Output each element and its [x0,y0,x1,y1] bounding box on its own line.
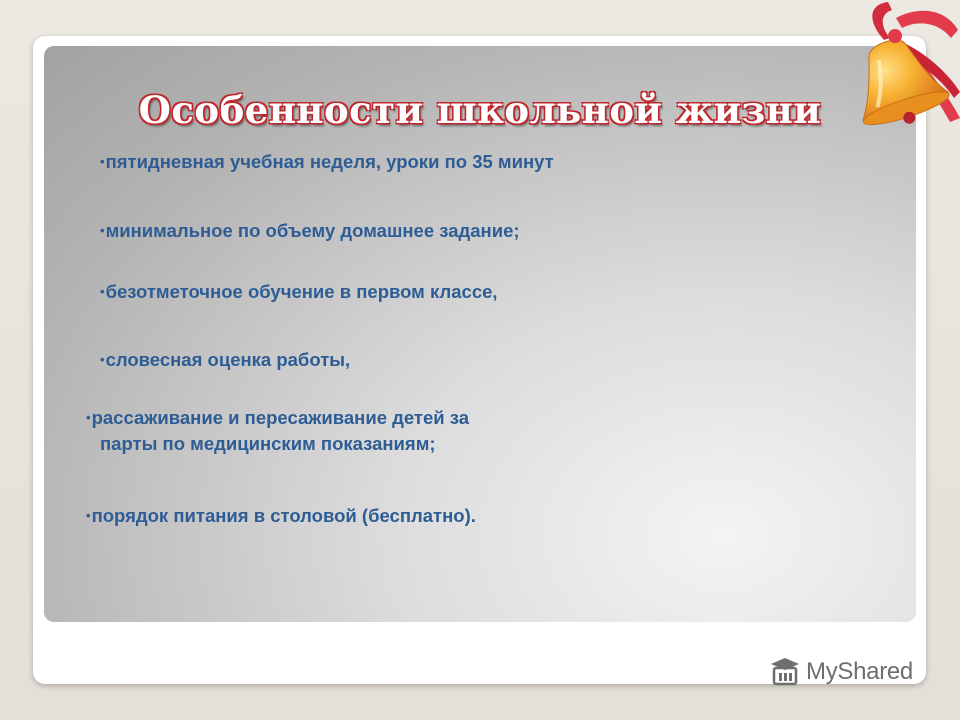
bullet-text: минимальное по объему домашнее задание; [105,220,520,241]
bullet-marker: • [100,223,105,238]
bullet-marker: • [100,352,105,367]
bullet-item [100,149,554,175]
bullet-text: безотметочное обучение в первом классе, [105,281,498,302]
mortarboard-icon [768,656,802,688]
bullet-item [100,347,350,373]
logo-text: MyShared [806,658,913,685]
bullet-marker: • [100,154,105,169]
bullet-item [86,503,476,529]
bullet-text: словесная оценка работы, [105,349,351,370]
bullet-text: пятидневная учебная неделя, уроки по 35 минут [105,151,554,172]
myshared-logo [768,654,913,690]
bullet-marker: • [100,284,105,299]
slide-panel [44,46,916,622]
christmas-bell-icon [826,0,960,150]
slide-title: Особенности школьной жизни [138,88,822,132]
bullet-item [100,218,520,244]
bullet-marker: • [86,508,91,523]
bullet-continuation: парты по медицинским показаниям; [100,433,436,454]
bullet-item [86,405,469,457]
bullet-text: порядок питания в столовой (бесплатно). [91,505,476,526]
bullet-item [100,279,498,305]
bullet-marker: • [86,410,91,425]
bullet-text: рассаживание и пересаживание детей за [91,407,470,428]
